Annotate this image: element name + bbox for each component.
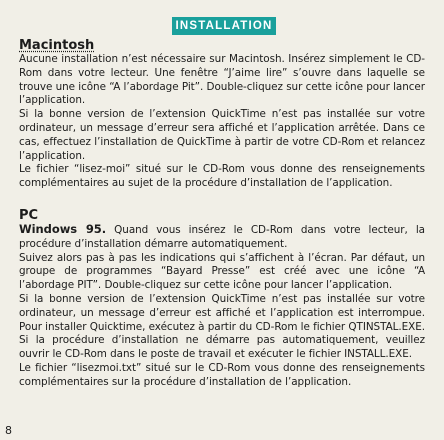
pc-paragraph-4: Le fichier “lisezmoi.txt” situé sur le CD-Rom vous donne des renseignements complémentaires sur la procédure d’installation de l’application. <box>19 361 425 388</box>
pc-lead-text: Quand vous insérez le CD-Rom dans votre lecteur, la procédure d’installation démarre automatiquement. <box>19 223 425 250</box>
section-banner: INSTALLATION <box>172 17 276 35</box>
pc-heading: PC <box>19 207 39 223</box>
macintosh-heading: Macintosh <box>19 38 95 53</box>
pc-paragraph-1 <box>19 223 425 252</box>
mac-paragraph-2: Si la bonne version de l’extension QuickTime n’est pas installée sur votre ordinateur, un message d’erreur sera affiché et l’application arrêtée. Dans ce cas, effectuez l’installation de QuickTime à partir de votre CD-Rom et relancez l’application. <box>19 108 425 162</box>
pc-paragraph-2: Suivez alors pas à pas les indications qui s’affichent à l’écran. Par défaut, un groupe de programmes “Bayard Presse” est créé avec une icône “A l’abordage PIT”. Double-cliquez sur cette icône pour lancer l’application. <box>19 251 425 292</box>
mac-paragraph-1: Aucune installation n’est nécessaire sur Macintosh. Insérez simplement le CD-Rom dans votre lecteur. Une fenêtre “J’aime lire” s’ouvre dans laquelle se trouve une icône “A l’abordage Pit”. Double-cliquez sur cette icône pour lancer l’application. <box>19 53 425 107</box>
windows-95-label: Windows 95. <box>19 221 107 236</box>
page-content <box>19 38 425 390</box>
mac-paragraph-3: Le fichier “lisez-moi” situé sur le CD-Rom vous donne des renseignements complémentaires au sujet de la procédure d’installation de l’application. <box>19 163 425 190</box>
page-number: 8 <box>5 424 12 437</box>
pc-paragraph-3: Si la bonne version de l’extension QuickTime n’est pas installée sur votre ordinateur, un message d’erreur est affiché et l’application est interrompue. Pour installer Quicktime, exécutez à partir du CD-Rom le fichier QTINSTAL.EXE. Si la procédure d’installation ne démarre pas automatiquement, veuillez ouvrir le CD-Rom dans le poste de travail et exécuter le fichier INSTALL.EXE. <box>19 292 425 361</box>
